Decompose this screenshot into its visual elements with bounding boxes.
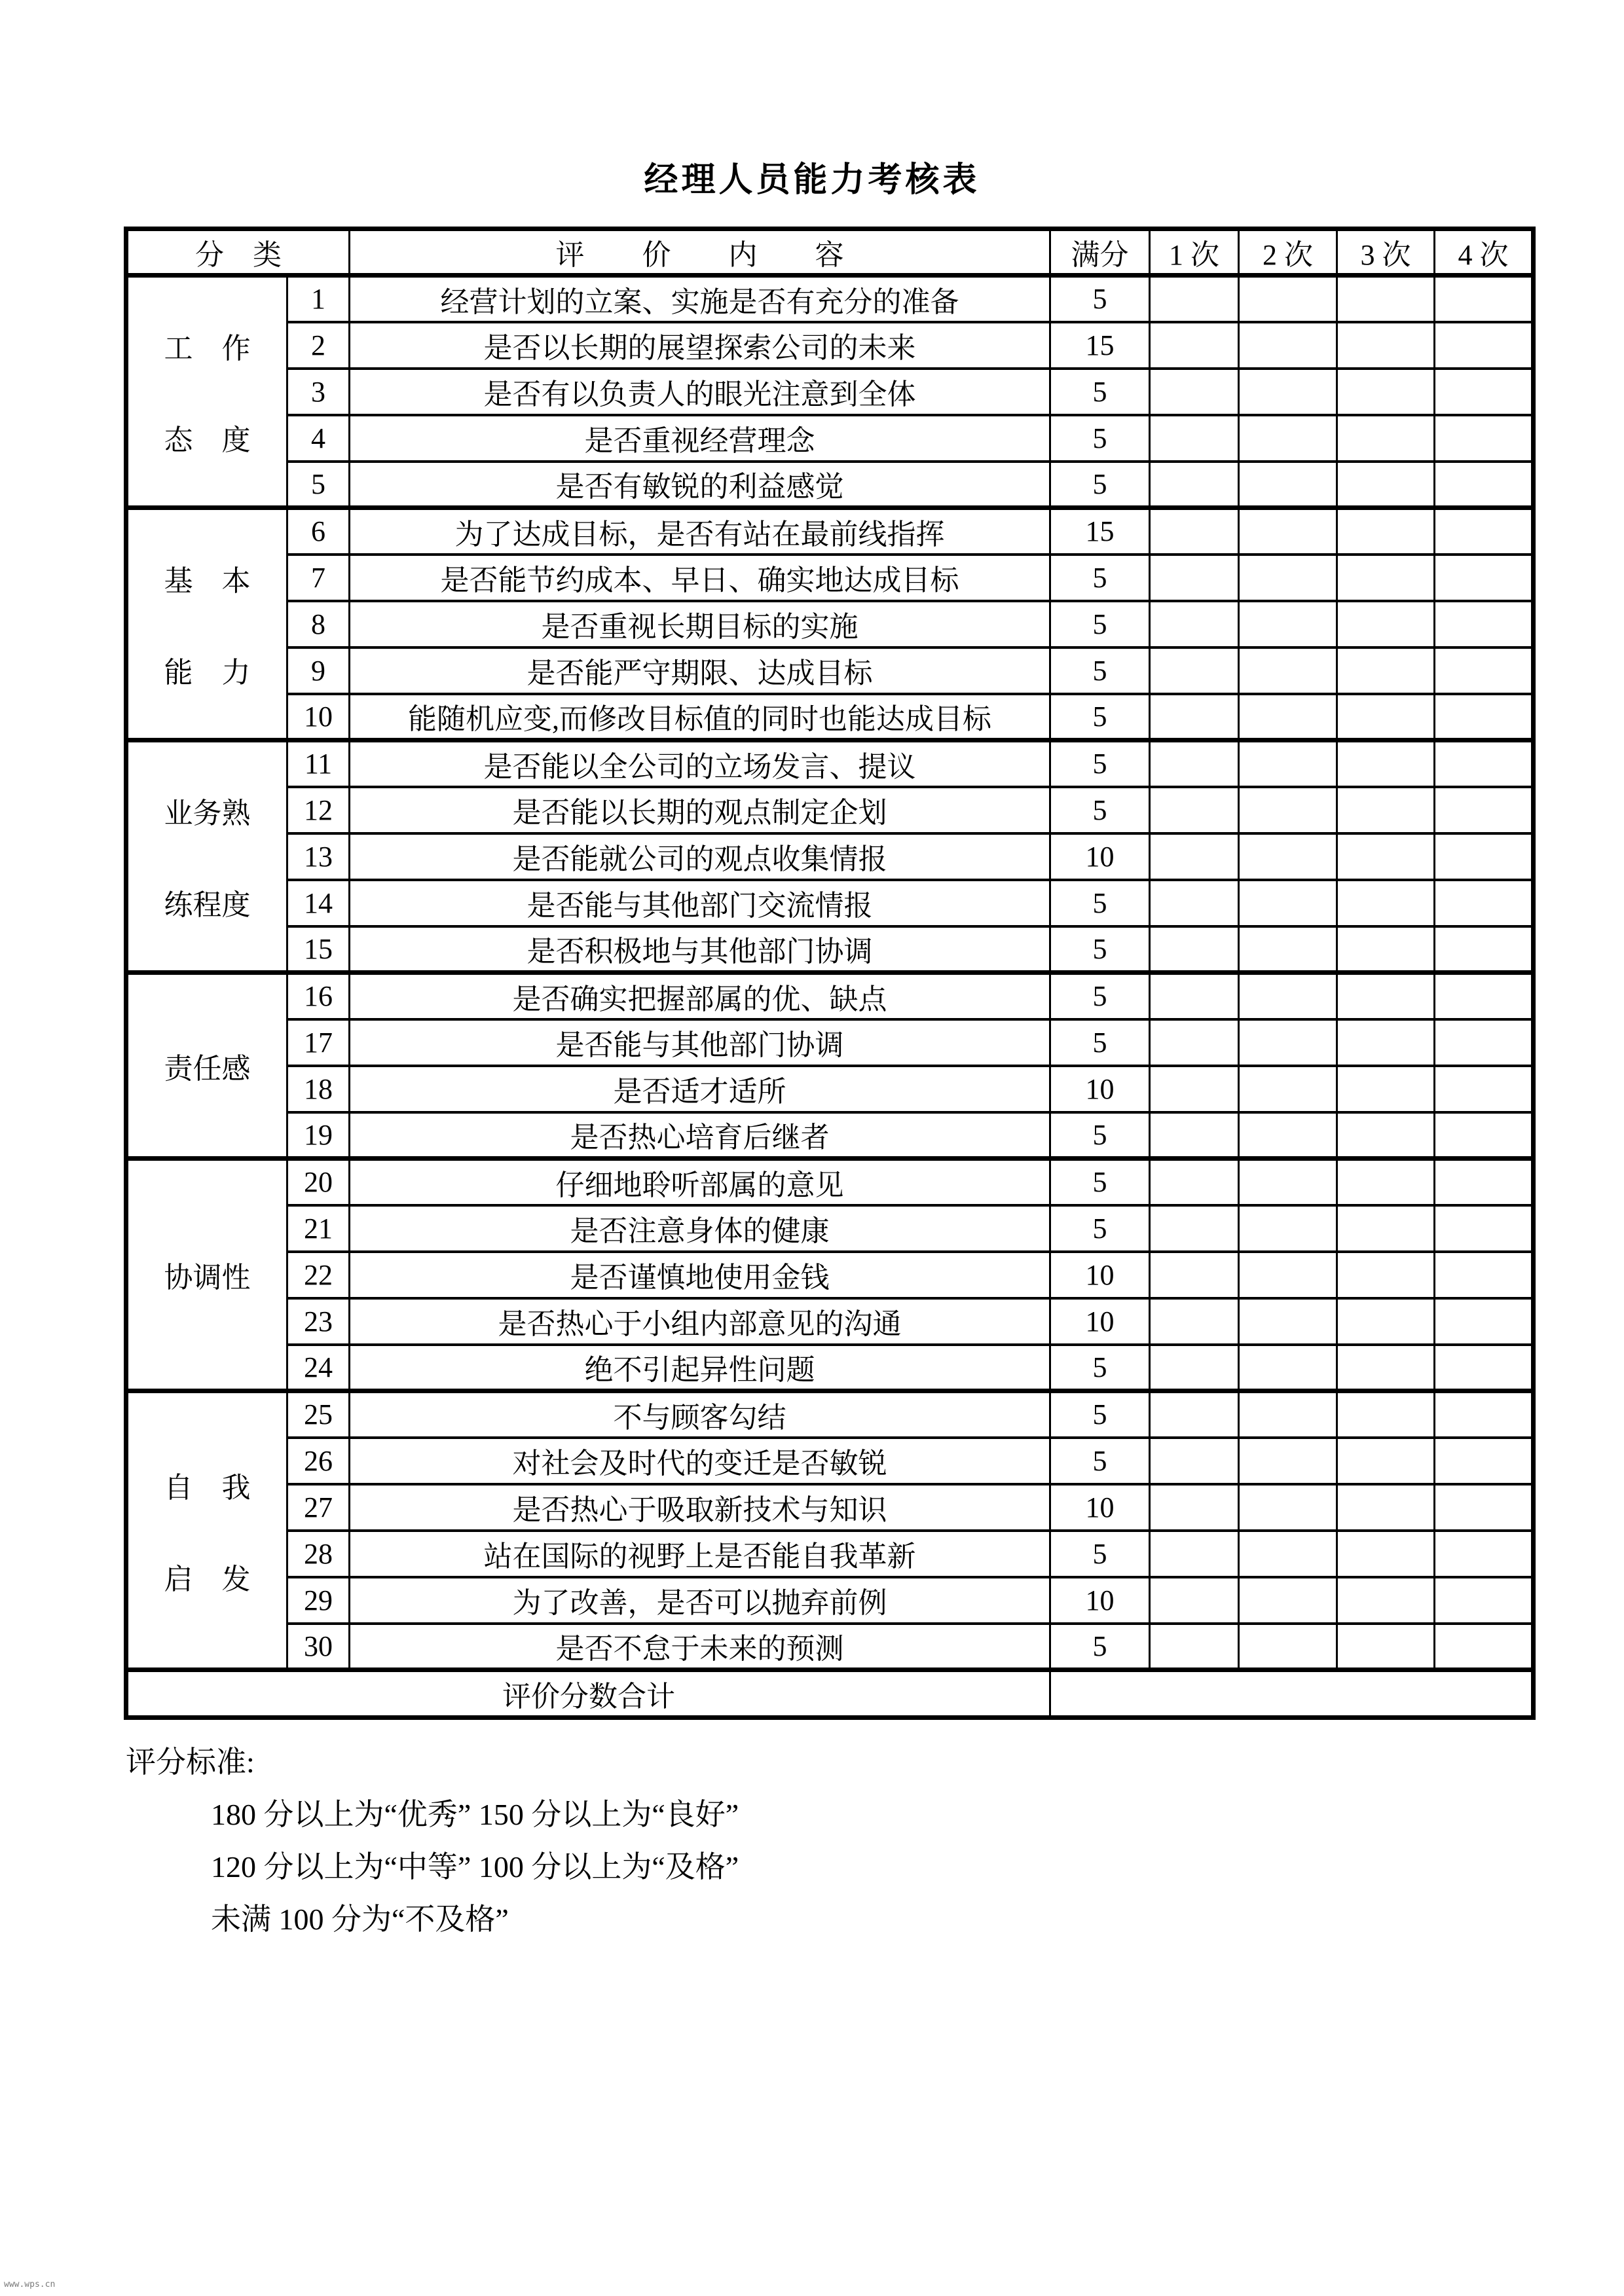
score-cell-attempt-1[interactable] <box>1150 1438 1239 1484</box>
table-row <box>126 973 1534 1019</box>
score-cell-attempt-2[interactable] <box>1239 740 1337 787</box>
table-row <box>126 1624 1534 1670</box>
score-cell-attempt-2[interactable] <box>1239 1019 1337 1066</box>
table-row <box>126 926 1534 973</box>
max-score: 15 <box>1050 508 1150 555</box>
score-cell-attempt-3[interactable] <box>1337 462 1435 508</box>
score-cell-attempt-4[interactable] <box>1435 322 1534 369</box>
item-number: 26 <box>287 1438 350 1484</box>
category-cell <box>126 973 287 1159</box>
score-cell-attempt-2[interactable] <box>1239 1159 1337 1205</box>
category-label: 责任感 <box>164 1052 251 1085</box>
score-cell-attempt-1[interactable] <box>1150 787 1239 833</box>
item-text: 对社会及时代的变迁是否敏锐 <box>350 1438 1050 1484</box>
category-label: 能 力 <box>164 657 251 689</box>
standards-line: 120 分以上为“中等” 100 分以上为“及格” <box>211 1850 739 1884</box>
score-cell-attempt-4[interactable] <box>1435 415 1534 462</box>
score-cell-attempt-1[interactable] <box>1150 555 1239 601</box>
score-cell-attempt-1[interactable] <box>1150 973 1239 1019</box>
table-row <box>126 601 1534 647</box>
score-cell-attempt-4[interactable] <box>1435 1577 1534 1624</box>
table-row <box>126 1019 1534 1066</box>
score-cell-attempt-3[interactable] <box>1337 1252 1435 1298</box>
table-row <box>126 740 1534 787</box>
score-cell-attempt-4[interactable] <box>1435 1159 1534 1205</box>
score-cell-attempt-4[interactable] <box>1435 1019 1534 1066</box>
score-cell-attempt-4[interactable] <box>1435 1112 1534 1159</box>
score-cell-attempt-3[interactable] <box>1337 415 1435 462</box>
score-cell-attempt-1[interactable] <box>1150 369 1239 415</box>
item-text: 是否重视经营理念 <box>350 415 1050 462</box>
score-cell-attempt-4[interactable] <box>1435 1066 1534 1112</box>
max-score: 5 <box>1050 1019 1150 1066</box>
score-cell-attempt-3[interactable] <box>1337 1531 1435 1577</box>
max-score: 10 <box>1050 1252 1150 1298</box>
header-content: 评 价 内 容 <box>350 229 1050 276</box>
max-score: 5 <box>1050 926 1150 973</box>
item-text: 仔细地聆听部属的意见 <box>350 1159 1050 1205</box>
item-number: 2 <box>287 322 350 369</box>
score-cell-attempt-1[interactable] <box>1150 1345 1239 1391</box>
score-cell-attempt-1[interactable] <box>1150 694 1239 740</box>
item-number: 25 <box>287 1391 350 1438</box>
max-score: 5 <box>1050 1205 1150 1252</box>
category-label: 自 我 <box>164 1471 251 1504</box>
score-cell-attempt-4[interactable] <box>1435 787 1534 833</box>
max-score: 5 <box>1050 462 1150 508</box>
item-number: 16 <box>287 973 350 1019</box>
score-cell-attempt-2[interactable] <box>1239 694 1337 740</box>
item-text: 是否有以负责人的眼光注意到全体 <box>350 369 1050 415</box>
item-text: 是否能以全公司的立场发言、提议 <box>350 740 1050 787</box>
score-cell-attempt-1[interactable] <box>1150 1019 1239 1066</box>
score-cell-attempt-1[interactable] <box>1150 1066 1239 1112</box>
table-row <box>126 833 1534 880</box>
max-score: 5 <box>1050 694 1150 740</box>
score-cell-attempt-4[interactable] <box>1435 880 1534 926</box>
item-text: 是否能节约成本、早日、确实地达成目标 <box>350 555 1050 601</box>
max-score: 5 <box>1050 1345 1150 1391</box>
max-score: 5 <box>1050 973 1150 1019</box>
category-label: 基 本 <box>164 565 251 597</box>
score-cell-attempt-3[interactable] <box>1337 880 1435 926</box>
item-number: 23 <box>287 1298 350 1345</box>
table-row <box>126 787 1534 833</box>
header-row <box>126 229 1534 276</box>
score-cell-attempt-4[interactable] <box>1435 555 1534 601</box>
item-text: 能随机应变,而修改目标值的同时也能达成目标 <box>350 694 1050 740</box>
category-cell <box>126 740 287 973</box>
item-number: 7 <box>287 555 350 601</box>
item-number: 21 <box>287 1205 350 1252</box>
score-cell-attempt-1[interactable] <box>1150 1391 1239 1438</box>
standards-heading: 评分标准: <box>126 1745 255 1779</box>
score-cell-attempt-4[interactable] <box>1435 1484 1534 1531</box>
score-cell-attempt-4[interactable] <box>1435 926 1534 973</box>
score-cell-attempt-3[interactable] <box>1337 601 1435 647</box>
score-cell-attempt-2[interactable] <box>1239 1531 1337 1577</box>
item-text: 是否确实把握部属的优、缺点 <box>350 973 1050 1019</box>
table-row <box>126 880 1534 926</box>
max-score: 5 <box>1050 1159 1150 1205</box>
item-text: 是否积极地与其他部门协调 <box>350 926 1050 973</box>
header-attempt-3: 3 次 <box>1337 229 1435 276</box>
score-cell-attempt-1[interactable] <box>1150 508 1239 555</box>
score-cell-attempt-4[interactable] <box>1435 1531 1534 1577</box>
standards-line: 180 分以上为“优秀” 150 分以上为“良好” <box>211 1798 739 1831</box>
item-number: 18 <box>287 1066 350 1112</box>
score-cell-attempt-2[interactable] <box>1239 647 1337 694</box>
total-row <box>126 1670 1534 1718</box>
score-cell-attempt-1[interactable] <box>1150 833 1239 880</box>
category-cell <box>126 508 287 740</box>
item-number: 24 <box>287 1345 350 1391</box>
table-row <box>126 1298 1534 1345</box>
item-number: 13 <box>287 833 350 880</box>
score-cell-attempt-1[interactable] <box>1150 462 1239 508</box>
item-number: 27 <box>287 1484 350 1531</box>
scoring-standards <box>126 1743 739 1939</box>
score-cell-attempt-2[interactable] <box>1239 322 1337 369</box>
item-text: 不与顾客勾结 <box>350 1391 1050 1438</box>
table-row <box>126 1531 1534 1577</box>
item-text: 是否热心于小组内部意见的沟通 <box>350 1298 1050 1345</box>
score-cell-attempt-1[interactable] <box>1150 1577 1239 1624</box>
score-cell-attempt-1[interactable] <box>1150 1531 1239 1577</box>
table-row <box>126 1438 1534 1484</box>
score-cell-attempt-1[interactable] <box>1150 740 1239 787</box>
max-score: 5 <box>1050 369 1150 415</box>
score-cell-attempt-1[interactable] <box>1150 926 1239 973</box>
item-text: 是否重视长期目标的实施 <box>350 601 1050 647</box>
item-number: 9 <box>287 647 350 694</box>
max-score: 5 <box>1050 880 1150 926</box>
max-score: 5 <box>1050 740 1150 787</box>
score-cell-attempt-2[interactable] <box>1239 1624 1337 1670</box>
item-number: 22 <box>287 1252 350 1298</box>
max-score: 5 <box>1050 1391 1150 1438</box>
score-cell-attempt-4[interactable] <box>1435 1298 1534 1345</box>
score-cell-attempt-3[interactable] <box>1337 1624 1435 1670</box>
table-row <box>126 1205 1534 1252</box>
score-cell-attempt-4[interactable] <box>1435 647 1534 694</box>
score-cell-attempt-4[interactable] <box>1435 369 1534 415</box>
table-row <box>126 1577 1534 1624</box>
score-cell-attempt-3[interactable] <box>1337 1205 1435 1252</box>
item-number: 15 <box>287 926 350 973</box>
score-cell-attempt-2[interactable] <box>1239 415 1337 462</box>
item-text: 是否能就公司的观点收集情报 <box>350 833 1050 880</box>
item-number: 30 <box>287 1624 350 1670</box>
header-attempt-4: 4 次 <box>1435 229 1534 276</box>
table-row <box>126 694 1534 740</box>
score-cell-attempt-4[interactable] <box>1435 1624 1534 1670</box>
header-category: 分 类 <box>126 229 350 276</box>
item-text: 为了达成目标，是否有站在最前线指挥 <box>350 508 1050 555</box>
score-cell-attempt-4[interactable] <box>1435 740 1534 787</box>
score-cell-attempt-4[interactable] <box>1435 833 1534 880</box>
max-score: 5 <box>1050 787 1150 833</box>
table-row <box>126 276 1534 322</box>
max-score: 10 <box>1050 833 1150 880</box>
item-text: 经营计划的立案、实施是否有充分的准备 <box>350 276 1050 322</box>
max-score: 5 <box>1050 1112 1150 1159</box>
score-cell-attempt-2[interactable] <box>1239 369 1337 415</box>
header-attempt-1: 1 次 <box>1150 229 1239 276</box>
table-row <box>126 647 1534 694</box>
item-number: 10 <box>287 694 350 740</box>
score-cell-attempt-4[interactable] <box>1435 1438 1534 1484</box>
score-cell-attempt-2[interactable] <box>1239 1391 1337 1438</box>
score-cell-attempt-3[interactable] <box>1337 1391 1435 1438</box>
score-cell-attempt-3[interactable] <box>1337 1438 1435 1484</box>
item-text: 是否能与其他部门协调 <box>350 1019 1050 1066</box>
item-number: 6 <box>287 508 350 555</box>
score-cell-attempt-3[interactable] <box>1337 555 1435 601</box>
item-number: 1 <box>287 276 350 322</box>
score-cell-attempt-3[interactable] <box>1337 1345 1435 1391</box>
item-text: 站在国际的视野上是否能自我革新 <box>350 1531 1050 1577</box>
total-label: 评价分数合计 <box>126 1670 1050 1718</box>
table-row <box>126 1391 1534 1438</box>
item-text: 是否谨慎地使用金钱 <box>350 1252 1050 1298</box>
score-cell-attempt-3[interactable] <box>1337 1484 1435 1531</box>
score-cell-attempt-2[interactable] <box>1239 276 1337 322</box>
table-row <box>126 555 1534 601</box>
item-text: 是否能与其他部门交流情报 <box>350 880 1050 926</box>
score-cell-attempt-3[interactable] <box>1337 322 1435 369</box>
table-row <box>126 1112 1534 1159</box>
score-cell-attempt-4[interactable] <box>1435 601 1534 647</box>
score-cell-attempt-2[interactable] <box>1239 787 1337 833</box>
score-cell-attempt-2[interactable] <box>1239 1205 1337 1252</box>
score-cell-attempt-3[interactable] <box>1337 1577 1435 1624</box>
table-row <box>126 369 1534 415</box>
score-cell-attempt-4[interactable] <box>1435 694 1534 740</box>
score-cell-attempt-2[interactable] <box>1239 880 1337 926</box>
item-number: 19 <box>287 1112 350 1159</box>
score-cell-attempt-2[interactable] <box>1239 1577 1337 1624</box>
score-cell-attempt-2[interactable] <box>1239 508 1337 555</box>
max-score: 10 <box>1050 1484 1150 1531</box>
item-text: 绝不引起异性问题 <box>350 1345 1050 1391</box>
table-row <box>126 1345 1534 1391</box>
max-score: 5 <box>1050 601 1150 647</box>
category-label: 启 发 <box>164 1563 251 1595</box>
score-cell-attempt-2[interactable] <box>1239 1298 1337 1345</box>
score-cell-attempt-3[interactable] <box>1337 1298 1435 1345</box>
score-cell-attempt-3[interactable] <box>1337 1159 1435 1205</box>
assessment-table <box>124 227 1536 1720</box>
table-row <box>126 415 1534 462</box>
score-cell-attempt-1[interactable] <box>1150 1159 1239 1205</box>
category-label: 工 作 <box>164 333 251 365</box>
score-cell-attempt-3[interactable] <box>1337 694 1435 740</box>
table-row <box>126 462 1534 508</box>
max-score: 5 <box>1050 1438 1150 1484</box>
score-cell-attempt-3[interactable] <box>1337 276 1435 322</box>
score-cell-attempt-3[interactable] <box>1337 508 1435 555</box>
score-cell-attempt-1[interactable] <box>1150 1112 1239 1159</box>
score-cell-attempt-1[interactable] <box>1150 1298 1239 1345</box>
item-number: 28 <box>287 1531 350 1577</box>
item-number: 11 <box>287 740 350 787</box>
item-number: 12 <box>287 787 350 833</box>
score-cell-attempt-1[interactable] <box>1150 601 1239 647</box>
table-row <box>126 1159 1534 1205</box>
standards-line: 未满 100 分为“不及格” <box>211 1903 509 1936</box>
score-cell-attempt-2[interactable] <box>1239 1345 1337 1391</box>
score-cell-attempt-2[interactable] <box>1239 833 1337 880</box>
score-cell-attempt-2[interactable] <box>1239 462 1337 508</box>
score-cell-attempt-1[interactable] <box>1150 415 1239 462</box>
score-cell-attempt-4[interactable] <box>1435 973 1534 1019</box>
item-text: 是否有敏锐的利益感觉 <box>350 462 1050 508</box>
item-text: 是否热心培育后继者 <box>350 1112 1050 1159</box>
item-text: 是否能以长期的观点制定企划 <box>350 787 1050 833</box>
score-cell-attempt-1[interactable] <box>1150 1252 1239 1298</box>
max-score: 5 <box>1050 415 1150 462</box>
item-text: 是否不怠于未来的预测 <box>350 1624 1050 1670</box>
score-cell-attempt-4[interactable] <box>1435 1252 1534 1298</box>
table-row <box>126 1252 1534 1298</box>
score-cell-attempt-4[interactable] <box>1435 1345 1534 1391</box>
page-title: 经理人员能力考核表 <box>644 162 980 199</box>
score-cell-attempt-2[interactable] <box>1239 1438 1337 1484</box>
wps-watermark: www.wps.cn <box>4 2280 56 2289</box>
item-number: 29 <box>287 1577 350 1624</box>
item-number: 8 <box>287 601 350 647</box>
max-score: 10 <box>1050 1066 1150 1112</box>
item-text: 为了改善，是否可以抛弃前例 <box>350 1577 1050 1624</box>
score-cell-attempt-1[interactable] <box>1150 1624 1239 1670</box>
score-cell-attempt-2[interactable] <box>1239 1252 1337 1298</box>
score-cell-attempt-2[interactable] <box>1239 973 1337 1019</box>
item-text: 是否能严守期限、达成目标 <box>350 647 1050 694</box>
item-number: 5 <box>287 462 350 508</box>
score-cell-attempt-3[interactable] <box>1337 833 1435 880</box>
category-cell <box>126 276 287 508</box>
item-text: 是否以长期的展望探索公司的未来 <box>350 322 1050 369</box>
category-label: 态 度 <box>164 424 251 456</box>
max-score: 15 <box>1050 322 1150 369</box>
header-attempt-2: 2 次 <box>1239 229 1337 276</box>
score-cell-attempt-2[interactable] <box>1239 1066 1337 1112</box>
category-cell <box>126 1159 287 1391</box>
header-max-score: 满分 <box>1050 229 1150 276</box>
item-text: 是否注意身体的健康 <box>350 1205 1050 1252</box>
score-cell-attempt-3[interactable] <box>1337 647 1435 694</box>
score-cell-attempt-3[interactable] <box>1337 1066 1435 1112</box>
category-label: 练程度 <box>164 889 251 921</box>
max-score: 5 <box>1050 1624 1150 1670</box>
score-cell-attempt-2[interactable] <box>1239 1484 1337 1531</box>
category-label: 协调性 <box>164 1262 251 1294</box>
item-text: 是否适才适所 <box>350 1066 1050 1112</box>
score-cell-attempt-2[interactable] <box>1239 926 1337 973</box>
score-cell-attempt-1[interactable] <box>1150 1205 1239 1252</box>
table-row <box>126 1066 1534 1112</box>
item-number: 14 <box>287 880 350 926</box>
category-cell <box>126 1391 287 1670</box>
item-number: 17 <box>287 1019 350 1066</box>
score-cell-attempt-4[interactable] <box>1435 276 1534 322</box>
score-cell-attempt-2[interactable] <box>1239 1112 1337 1159</box>
max-score: 5 <box>1050 647 1150 694</box>
item-number: 3 <box>287 369 350 415</box>
score-cell-attempt-4[interactable] <box>1435 1391 1534 1438</box>
max-score: 10 <box>1050 1577 1150 1624</box>
max-score: 5 <box>1050 1531 1150 1577</box>
score-cell-attempt-2[interactable] <box>1239 601 1337 647</box>
table-body <box>126 276 1534 1670</box>
score-cell-attempt-3[interactable] <box>1337 1112 1435 1159</box>
score-cell-attempt-1[interactable] <box>1150 322 1239 369</box>
score-cell-attempt-4[interactable] <box>1435 462 1534 508</box>
score-cell-attempt-4[interactable] <box>1435 508 1534 555</box>
max-score: 10 <box>1050 1298 1150 1345</box>
score-cell-attempt-1[interactable] <box>1150 880 1239 926</box>
item-number: 20 <box>287 1159 350 1205</box>
score-cell-attempt-1[interactable] <box>1150 647 1239 694</box>
score-cell-attempt-3[interactable] <box>1337 787 1435 833</box>
max-score: 5 <box>1050 555 1150 601</box>
score-cell-attempt-2[interactable] <box>1239 555 1337 601</box>
score-cell-attempt-3[interactable] <box>1337 926 1435 973</box>
score-cell-attempt-3[interactable] <box>1337 973 1435 1019</box>
score-cell-attempt-3[interactable] <box>1337 369 1435 415</box>
score-cell-attempt-1[interactable] <box>1150 276 1239 322</box>
score-cell-attempt-3[interactable] <box>1337 1019 1435 1066</box>
max-score: 5 <box>1050 276 1150 322</box>
table-row <box>126 508 1534 555</box>
item-text: 是否热心于吸取新技术与知识 <box>350 1484 1050 1531</box>
score-cell-attempt-4[interactable] <box>1435 1205 1534 1252</box>
item-number: 4 <box>287 415 350 462</box>
total-score-cell[interactable] <box>1050 1670 1534 1718</box>
score-cell-attempt-3[interactable] <box>1337 740 1435 787</box>
category-label: 业务熟 <box>164 797 251 829</box>
table-row <box>126 322 1534 369</box>
table-row <box>126 1484 1534 1531</box>
score-cell-attempt-1[interactable] <box>1150 1484 1239 1531</box>
